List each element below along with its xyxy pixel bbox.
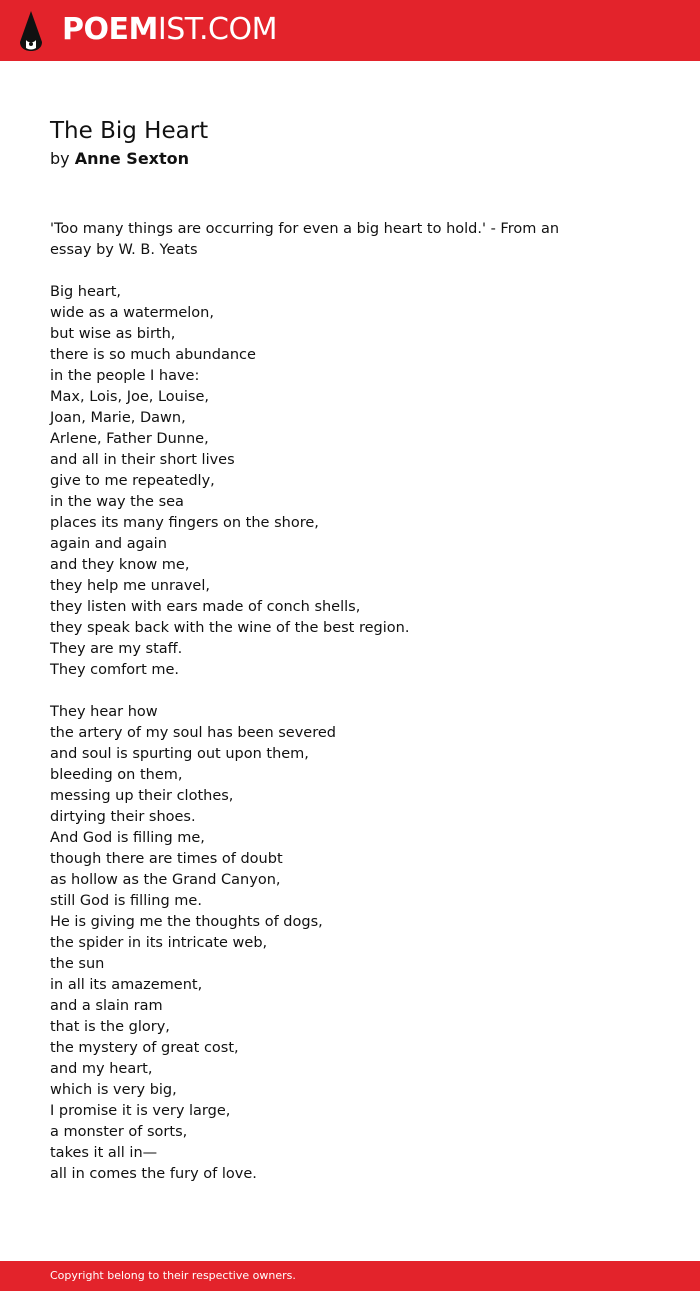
- poem-stanzas: [50, 282, 570, 1185]
- poem-line: though there are times of doubt: [50, 851, 283, 867]
- poem-line: I promise it is very large,: [50, 1103, 231, 1119]
- poem-line: still God is filling me.: [50, 893, 202, 909]
- poem-line: He is giving me the thoughts of dogs,: [50, 914, 323, 930]
- byline: [50, 148, 189, 170]
- poem-line: places its many fingers on the shore,: [50, 515, 319, 531]
- poem-line: and soul is spurting out upon them,: [50, 746, 309, 762]
- poem-line: dirtying their shoes.: [50, 809, 196, 825]
- poem-epigraph: 'Too many things are occurring for even a big heart to hold.' - From an essay by W. B. Yeats: [50, 221, 560, 258]
- poem-line: Joan, Marie, Dawn,: [50, 410, 186, 426]
- poem-line: which is very big,: [50, 1082, 177, 1098]
- poem-title: The Big Heart: [50, 118, 209, 144]
- poem-stanza: [50, 702, 570, 1185]
- poem-line: They are my staff.: [50, 641, 183, 657]
- poem-line: and a slain ram: [50, 998, 163, 1014]
- poem-line: bleeding on them,: [50, 767, 183, 783]
- poem-line: in the way the sea: [50, 494, 184, 510]
- poem-line: they listen with ears made of conch shells,: [50, 599, 361, 615]
- poem-author: Anne Sexton: [74, 149, 190, 168]
- poem-line: they speak back with the wine of the best region.: [50, 620, 410, 636]
- poem-line: Arlene, Father Dunne,: [50, 431, 209, 447]
- poem-line: messing up their clothes,: [50, 788, 234, 804]
- site-logo[interactable]: [62, 12, 277, 48]
- poem-line: They comfort me.: [50, 662, 180, 678]
- poem-line: in all its amazement,: [50, 977, 203, 993]
- poem-line: the artery of my soul has been severed: [50, 725, 336, 741]
- brand-light: IST.COM: [157, 12, 277, 47]
- poem-line: but wise as birth,: [50, 326, 176, 342]
- poem-line: and they know me,: [50, 557, 190, 573]
- poem-line: again and again: [50, 536, 167, 552]
- poem-line: in the people I have:: [50, 368, 200, 384]
- poem-line: and my heart,: [50, 1061, 153, 1077]
- poem-line: They hear how: [50, 704, 158, 720]
- site-footer: [0, 1261, 700, 1291]
- brand-bold: POEM: [62, 12, 158, 47]
- poem-line: the spider in its intricate web,: [50, 935, 268, 951]
- pencil-icon[interactable]: [18, 10, 44, 52]
- poem-line: And God is filling me,: [50, 830, 205, 846]
- poem-line: takes it all in—: [50, 1145, 158, 1161]
- copyright-text: Copyright belong to their respective owners.: [50, 1269, 296, 1282]
- poem-line: a monster of sorts,: [50, 1124, 188, 1140]
- poem-line: there is so much abundance: [50, 347, 256, 363]
- site-header: [0, 0, 700, 61]
- poem-line: give to me repeatedly,: [50, 473, 215, 489]
- by-label: by: [50, 149, 70, 168]
- poem-line: they help me unravel,: [50, 578, 210, 594]
- poem-line: all in comes the fury of love.: [50, 1166, 257, 1182]
- poem-line: that is the glory,: [50, 1019, 170, 1035]
- poem-line: as hollow as the Grand Canyon,: [50, 872, 281, 888]
- poem-line: and all in their short lives: [50, 452, 235, 468]
- poem-line: wide as a watermelon,: [50, 305, 214, 321]
- poem-line: the sun: [50, 956, 105, 972]
- poem-stanza: [50, 282, 570, 681]
- poem-line: the mystery of great cost,: [50, 1040, 239, 1056]
- poem-body: [50, 219, 570, 1206]
- poem-line: Max, Lois, Joe, Louise,: [50, 389, 209, 405]
- poem-line: Big heart,: [50, 284, 122, 300]
